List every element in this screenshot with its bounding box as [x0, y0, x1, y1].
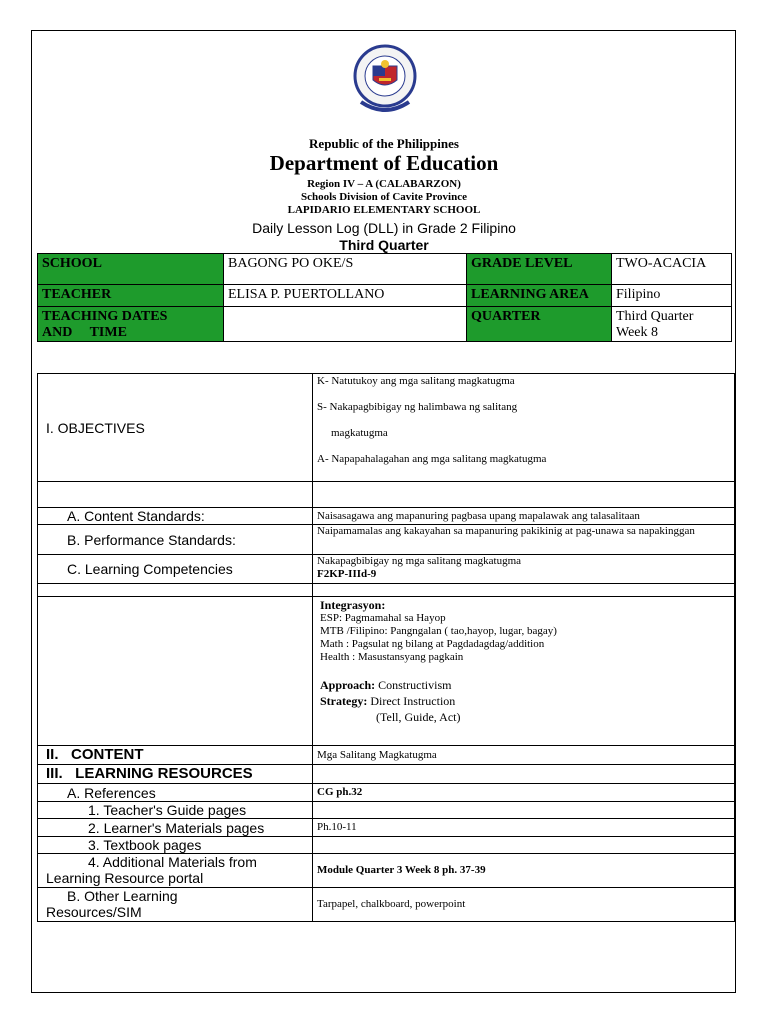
learners-materials-label: 2. Learner's Materials pages [38, 819, 313, 837]
additional-materials-label: 4. Additional Materials from Learning Resource portal [38, 854, 313, 888]
blank-cell [313, 482, 735, 508]
learning-competencies-value: Nakapagbibigay ng mga salitang magkatugma F2KP-IIId-9 [313, 555, 735, 584]
grade-level-value: TWO-ACACIA [612, 254, 732, 285]
performance-standards-value: Naipamamalas ang kakayahan sa mapanuring pakikinig at pag-unawa sa napakinggan [313, 525, 735, 555]
blank-cell [313, 765, 735, 784]
performance-standards-label: B. Performance Standards: [38, 525, 313, 555]
other-resources-value: Tarpapel, chalkboard, powerpoint [313, 888, 735, 922]
department-heading: Department of Education [269, 151, 499, 175]
blank-cell [38, 584, 313, 597]
blank-cell [38, 482, 313, 508]
references-label: A. References [38, 784, 313, 802]
teaching-dates-value [224, 307, 467, 342]
blank-cell [313, 584, 735, 597]
learning-competencies-label: C. Learning Competencies [38, 555, 313, 584]
region-heading: Region IV – A (CALABARZON) [307, 178, 461, 190]
content-standards-value: Naisasagawa ang mapanuring pagbasa upang mapalawak ang talasalitaan [313, 508, 735, 525]
objectives-label: I. OBJECTIVES [38, 374, 313, 482]
blank-cell [38, 597, 313, 746]
school-label: SCHOOL [38, 254, 224, 285]
references-value: CG ph.32 [313, 784, 735, 802]
dll-title: Daily Lesson Log (DLL) in Grade 2 Filipino [252, 220, 516, 236]
learning-resources-label: III. LEARNING RESOURCES [38, 765, 313, 784]
school-value: BAGONG PO OKE/S [224, 254, 467, 285]
republic-heading: Republic of the Philippines [309, 136, 459, 151]
integration-cell: Integrasyon: ESP: Pagmamahal sa Hayop MTB /Filipino: Pangngalan ( tao,hayop, lugar, bagay) Math : Pagsulat ng bilang at Pagdadagdag/addition Health : Masustansyang pagkain Approach: Constructivism Strategy: Direct Instruction (Tell, Guide, Act) [313, 597, 735, 746]
learning-area-value: Filipino [612, 285, 732, 307]
quarter-value: Third Quarter Week 8 [612, 307, 732, 342]
school-heading: LAPIDARIO ELEMENTARY SCHOOL [287, 204, 481, 216]
content-value: Mga Salitang Magkatugma [313, 746, 735, 765]
division-heading: Schools Division of Cavite Province [300, 191, 467, 203]
dll-quarter: Third Quarter [339, 237, 429, 253]
textbook-pages-label: 3. Textbook pages [38, 837, 313, 854]
learning-area-label: LEARNING AREA [467, 285, 612, 307]
lesson-table [37, 373, 735, 922]
learners-materials-value: Ph.10-11 [313, 819, 735, 837]
teachers-guide-label: 1. Teacher's Guide pages [38, 802, 313, 819]
objectives-value: K- Natutukoy ang mga salitang magkatugma S- Nakapagbibigay ng halimbawa ng salitang magkatugma A- Napapahalagahan ang mga salitang magkatugma [313, 374, 735, 482]
teachers-guide-value [313, 802, 735, 819]
info-table [37, 253, 732, 342]
teaching-dates-label: TEACHING DATES AND TIME [38, 307, 224, 342]
content-standards-label: A. Content Standards: [38, 508, 313, 525]
additional-materials-value: Module Quarter 3 Week 8 ph. 37-39 [313, 854, 735, 888]
teacher-label: TEACHER [38, 285, 224, 307]
textbook-pages-value [313, 837, 735, 854]
grade-level-label: GRADE LEVEL [467, 254, 612, 285]
content-label: II. CONTENT [38, 746, 313, 765]
teacher-value: ELISA P. PUERTOLLANO [224, 285, 467, 307]
other-resources-label: B. Other Learning Resources/SIM [38, 888, 313, 922]
deped-seal-logo [353, 44, 417, 132]
quarter-label: QUARTER [467, 307, 612, 342]
